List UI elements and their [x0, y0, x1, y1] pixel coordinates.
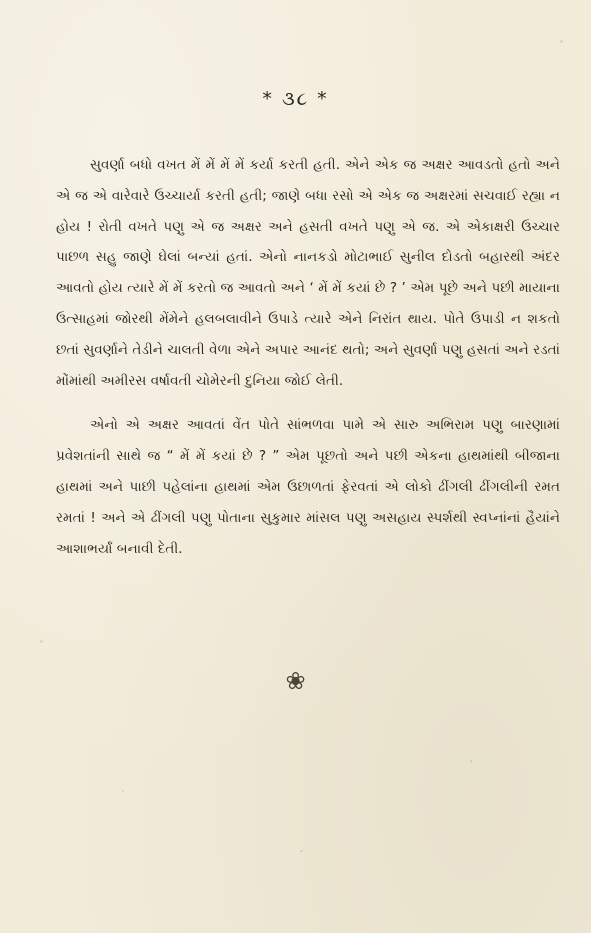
- paper-speck: [470, 760, 472, 763]
- paper-speck: [122, 790, 124, 792]
- paper-speck: [40, 640, 43, 643]
- body-text: [56, 150, 560, 564]
- page-number: * ૩૮ *: [262, 88, 329, 110]
- paper-speck: [300, 850, 303, 852]
- flower-ornament-icon: ❀: [285, 667, 306, 695]
- paper-speck: [560, 40, 563, 43]
- paragraph-1: સુવર્ણા બધો વખત મેં મેં મેં મેં કર્યા કરતી હતી. એને એક જ અક્ષર આવડતો હતો અને એ જ એ વારેવારે ઉચ્ચાર્યા કરતી હતી; જાણે બધા રસો એ એક જ અક્ષરમાં સચવાઈ રહ્યા ન હોય ! રોતી વખતે પણુ એ જ અક્ષર અને હસતી વખતે પણુ એ જ. એ એકાક્ષરી ઉચ્ચાર પાછળ સહુ જાણે ઘેલાં બન્યાં હતાં. એનો નાનકડો મોટાભાઈ સુનીલ દોડતો બહારથી અંદર આવતો હોય ત્યારે મેં મેં કરતો જ આવતો અને ‘ મેં મેં કયાં છે ? ’ એમ પૂછે અને પછી માયાના ઉત્સાહમાં જોરથી મેંમેને હલબલાવીને ઉપાડે ત્યારે એને નિરાંત થાય. પોતે ઉપાડી ન શકતો છતાં સુવર્ણાને તેડીને ચાલતી વેળા એને અપાર આનંદ થતો; અને સુવર્ણા પણુ હસતાં અને રડતાં મોંમાંથી અમીરસ વર્ષાવતી ચોમેરની દુનિયા જોઈ લેતી.: [56, 157, 560, 389]
- paragraph-2: એનો એ અક્ષર આવતાં વેંત પોતે સાંભળવા પામે એ સારુ અભિરામ પણુ બારણામાં પ્રવેશતાંની સાથે જ “ મેં મેં કયાં છે ? ” એમ પૂછતો અને પછી એકના હાથમાંથી બીજાના હાથમાં અને પાછી પહેલાંના હાથમાં એમ ઉછાળતાં ફેરવતાં એ લોકો ઢીંગલી ઢીંગલીની રમત રમતાં ! અને એ ઢીંગલી પણુ પોતાના સુકુમાર માંસલ પણુ અસહાય સ્પર્શથી સ્વપ્નાંનાં હૈયાંને આશાભર્યાં બનાવી દેતી.: [56, 417, 560, 557]
